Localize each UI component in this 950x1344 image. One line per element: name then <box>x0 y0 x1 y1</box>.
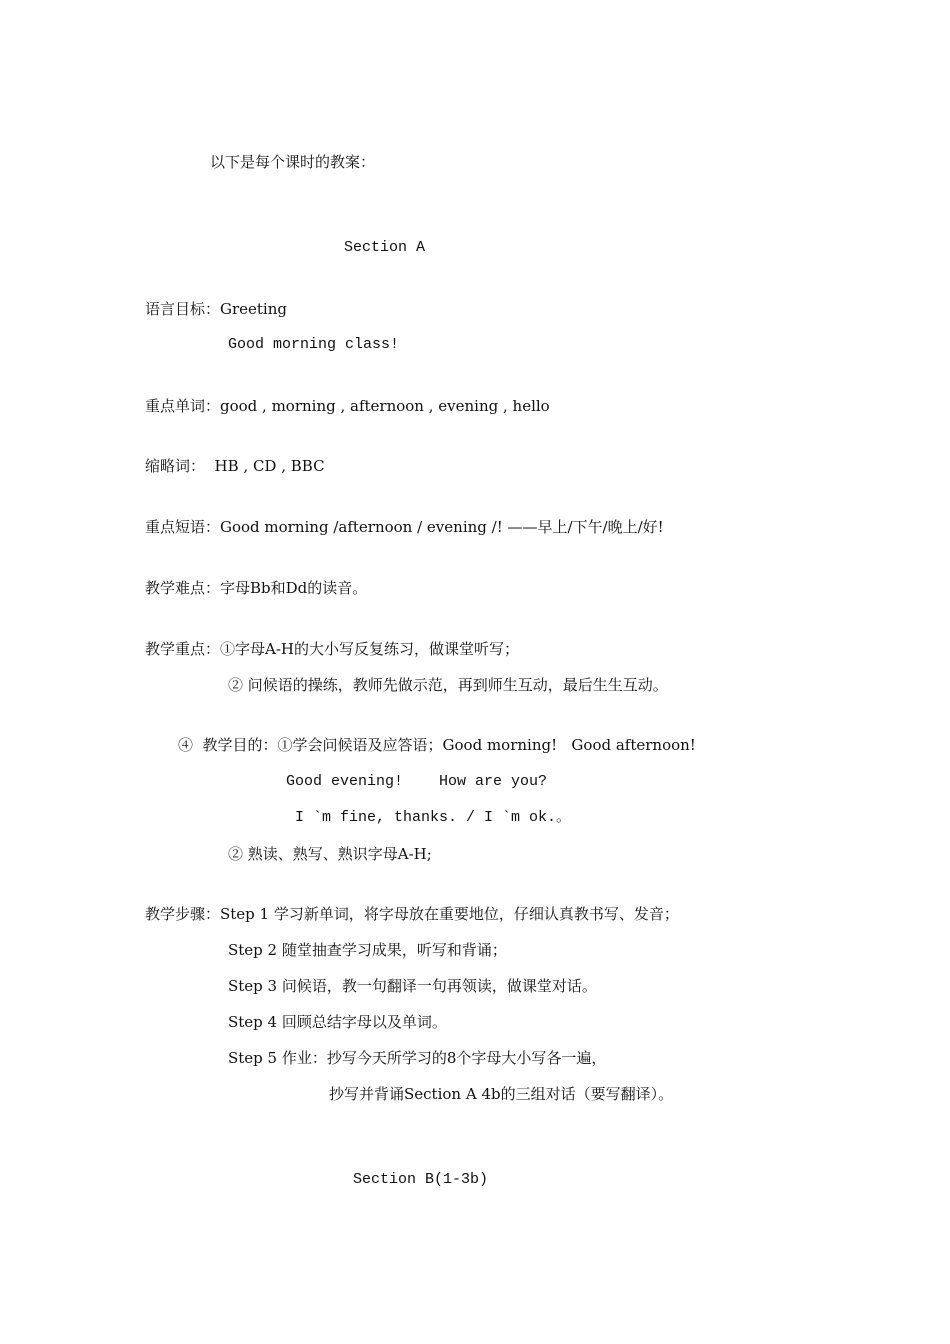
teaching-focus-2: ② 问候语的操练，教师先做示范，再到师生互动，最后生生互动。 <box>228 676 668 694</box>
teaching-purpose-4: ② 熟读、熟写、熟识字母A-H; <box>228 845 432 863</box>
teaching-step-5: Step 5 作业：抄写今天所学习的8个字母大小写各一遍， <box>228 1049 607 1067</box>
teaching-step-2: Step 2 随堂抽查学习成果，听写和背诵； <box>228 941 507 959</box>
teaching-purpose-3: I `m fine, thanks. / I `m ok.。 <box>295 809 572 826</box>
teaching-focus-1: 教学重点：①字母A-H的大小写反复练习，做课堂听写； <box>145 640 519 658</box>
section-b-heading: Section B(1-3b) <box>353 1171 489 1188</box>
key-phrases: 重点短语：Good morning /afternoon / evening /! ——早上/下午/晚上/好! <box>145 518 664 536</box>
language-goal-example: Good morning class! <box>228 336 400 353</box>
language-goal: 语言目标：Greeting <box>145 300 287 318</box>
section-a-heading: Section A <box>344 239 426 256</box>
key-words: 重点单词：good , morning , afternoon , evening , hello <box>145 397 550 415</box>
abbreviations: 缩略词： HB , CD , BBC <box>145 457 325 475</box>
teaching-purpose-2: Good evening! How are you? <box>286 773 548 790</box>
teaching-difficulty: 教学难点：字母Bb和Dd的读音。 <box>145 579 368 597</box>
teaching-step-5-homework: 抄写并背诵Section A 4b的三组对话（要写翻译）。 <box>329 1085 674 1103</box>
teaching-step-3: Step 3 问候语，教一句翻译一句再领读，做课堂对话。 <box>228 977 597 995</box>
intro-text: 以下是每个课时的教案： <box>210 153 376 171</box>
teaching-purpose-1: ④ 教学目的：①学会问候语及应答语；Good morning! Good afternoon! <box>178 736 696 754</box>
teaching-step-1: 教学步骤：Step 1 学习新单词，将字母放在重要地位，仔细认真教书写、发音； <box>145 905 679 923</box>
teaching-step-4: Step 4 回顾总结字母以及单词。 <box>228 1013 447 1031</box>
